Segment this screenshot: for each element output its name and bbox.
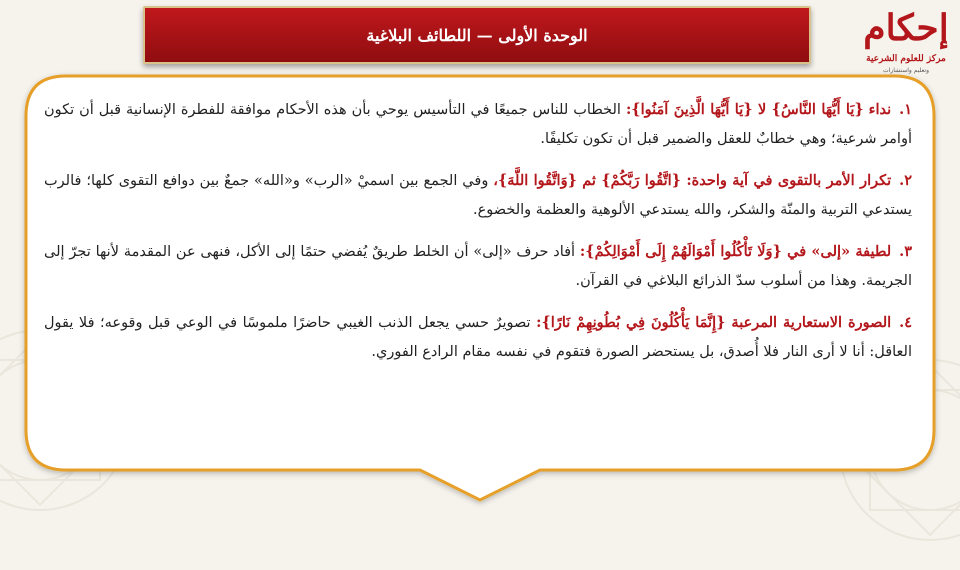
item-text: أفاد حرف «إلى» أن الخلط طريقٌ يُفضي حتمًا إلى الأكل، فنهى عن المقدمة لأنها تجرّ إلى الجريمة. وهذا من أسلوب سدّ الذرائع البلاغي في القرآن. [44, 244, 912, 289]
logo-tagline: وتعليم واستشارات [883, 67, 929, 74]
item-text: تصويرٌ حسي يجعل الذنب الغيبي حاضرًا ملموسًا في الوعي قبل وقوعه؛ فلا يقول العاقل: أنا لا أرى النار فلا أُصدق، بل يستحضر الصورة فتقوم في نفسه مقام الرادع الفوري. [44, 315, 912, 360]
item-verse: {وَلَا تَأْكُلُوا أَمْوَالَهُمْ إِلَى أَمْوَالِكُمْ}: [579, 243, 788, 260]
item-verse: {اتَّقُوا رَبَّكُمْ} ثم {وَاتَّقُوا اللَّهَ}، [493, 172, 687, 189]
item-number: ٢. [899, 172, 912, 189]
item-number: ٣. [899, 243, 912, 260]
item-verse: {إِنَّمَا يَأْكُلُونَ فِي بُطُونِهِمْ نَارًا}: [536, 314, 732, 331]
logo-name: إحكام [863, 7, 949, 49]
item-heading: تكرار الأمر بالتقوى في آية واحدة: [686, 172, 892, 189]
logo-subtitle: مركز للعلوم الشرعية [866, 54, 946, 64]
list-item [44, 167, 912, 224]
page-title: الوحدة الأولى — اللطائف البلاغية [143, 6, 811, 64]
list-item [44, 309, 912, 366]
item-number: ٤. [899, 314, 913, 331]
item-heading: الصورة الاستعارية المرعبة [731, 314, 892, 331]
item-text: الخطاب للناس جميعًا في التأسيس يوحي بأن هذه الأحكام موافقة للفطرة الإنسانية قبل أن تكون أوامر شرعية؛ وهي خطابٌ للعقل والضمير قبل أن تكون تكليفًا. [44, 102, 912, 147]
item-verse: {يَا أَيُّهَا النَّاسُ} لا {يَا أَيُّهَا الَّذِينَ آمَنُوا}: [625, 101, 864, 118]
item-number: ١. [899, 101, 913, 118]
content-list [44, 96, 912, 380]
item-text: وفي الجمع بين اسميْ «الرب» و«الله» جمعٌ بين دوافع التقوى كلها؛ فالرب يستدعي التربية والمنّة والشكر، والله يستدعي الألوهية والعظمة والخضوع. [44, 173, 912, 218]
list-item [44, 238, 912, 295]
list-item [44, 96, 912, 153]
item-heading: نداء [868, 101, 892, 118]
item-heading: لطيفة «إلى» في [787, 243, 892, 260]
